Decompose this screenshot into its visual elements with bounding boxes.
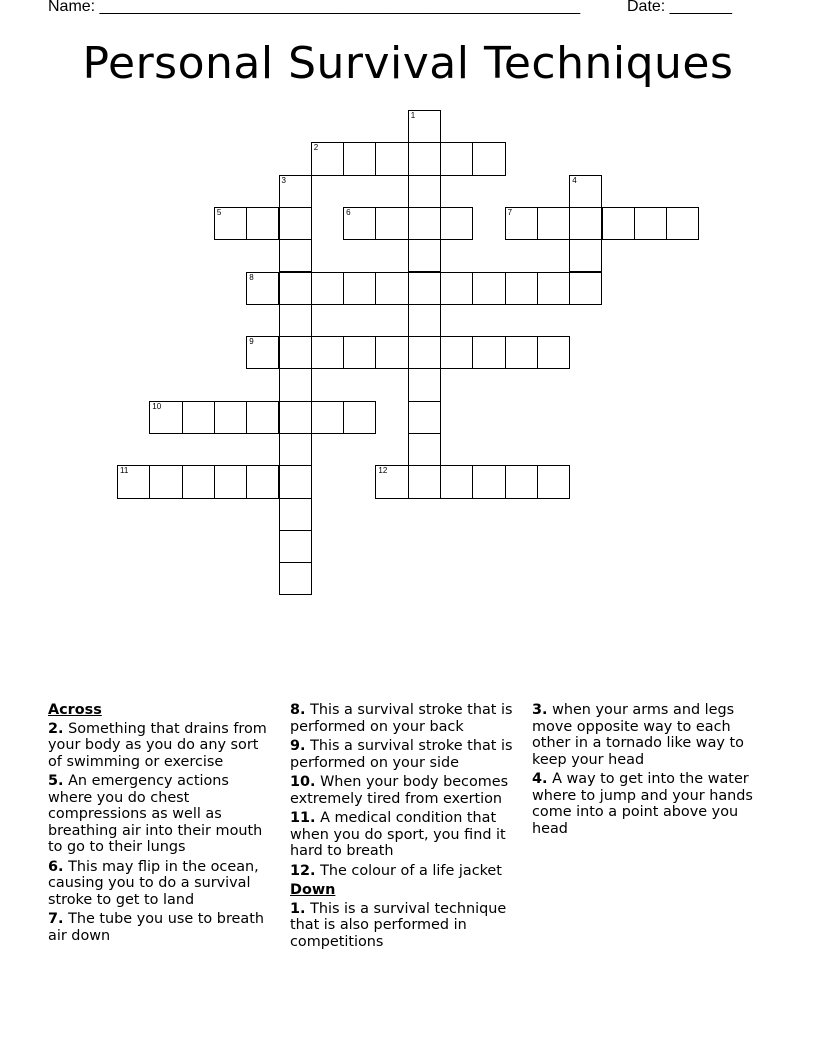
cell-number: 8 — [249, 272, 254, 282]
crossword-cell-1[interactable] — [408, 110, 441, 143]
crossword-cell[interactable] — [537, 465, 570, 498]
crossword-cell[interactable] — [182, 401, 215, 434]
clue-across-9 — [290, 738, 522, 771]
crossword-cell[interactable] — [246, 465, 279, 498]
cell-number: 10 — [152, 401, 162, 411]
crossword-cell[interactable] — [408, 272, 441, 305]
clue-across-8 — [290, 702, 522, 735]
clue-across-7 — [48, 911, 274, 944]
crossword-cell[interactable] — [408, 465, 441, 498]
clue-down-1 — [290, 901, 522, 951]
crossword-cell[interactable] — [279, 530, 312, 563]
clue-number: 5. — [48, 773, 64, 789]
crossword-cell[interactable] — [505, 336, 538, 369]
clue-text: The colour of a life jacket — [320, 862, 502, 879]
clue-text: An emergency actions where you do chest compressions as well as breathing air into their mouth to go to their lungs — [48, 773, 263, 855]
crossword-cell[interactable] — [311, 272, 344, 305]
crossword-cell[interactable] — [408, 336, 441, 369]
crossword-cell[interactable] — [375, 272, 408, 305]
clue-text: The tube you use to breath air down — [48, 911, 264, 944]
clue-text: Something that drains from your body as you do any sort of swimming or exercise — [48, 720, 267, 770]
clue-number: 12. — [290, 862, 316, 879]
clue-down-4 — [532, 771, 770, 837]
crossword-cell[interactable] — [569, 272, 602, 305]
crossword-cell[interactable] — [569, 239, 602, 272]
crossword-cell[interactable] — [279, 562, 312, 595]
crossword-cell[interactable] — [408, 433, 441, 466]
clues-column-1 — [48, 702, 274, 947]
clue-text: This a survival stroke that is performed on your back — [290, 702, 513, 735]
crossword-cell[interactable] — [279, 239, 312, 272]
clue-across-11 — [290, 810, 522, 860]
crossword-cell[interactable] — [375, 336, 408, 369]
cell-number: 5 — [216, 207, 222, 217]
crossword-cell[interactable] — [214, 465, 247, 498]
crossword-cell[interactable] — [311, 336, 344, 369]
crossword-cell[interactable] — [343, 142, 376, 175]
crossword-cell[interactable] — [279, 433, 312, 466]
cell-number: 7 — [507, 207, 513, 217]
clue-down-3 — [532, 702, 770, 768]
crossword-cell-11[interactable] — [117, 465, 150, 498]
crossword-cell-8[interactable] — [246, 272, 279, 305]
crossword-cell[interactable] — [279, 304, 312, 337]
crossword-cell[interactable] — [279, 465, 312, 498]
clue-across-10 — [290, 774, 522, 807]
crossword-cell[interactable] — [472, 272, 505, 305]
crossword-cell[interactable] — [343, 401, 376, 434]
crossword-cell[interactable] — [537, 207, 570, 240]
crossword-cell[interactable] — [408, 207, 441, 240]
clue-text: This may flip in the ocean, causing you to do a survival stroke to get to land — [48, 858, 259, 908]
crossword-cell[interactable] — [472, 336, 505, 369]
crossword-cell[interactable] — [440, 272, 473, 305]
crossword-cell[interactable] — [408, 175, 441, 208]
down-heading: Down — [290, 882, 336, 898]
crossword-cell[interactable] — [408, 239, 441, 272]
crossword-cell-9[interactable] — [246, 336, 279, 369]
clue-across-5 — [48, 773, 274, 856]
crossword-cell[interactable] — [279, 336, 312, 369]
crossword-cell-6[interactable] — [343, 207, 376, 240]
cell-number: 3 — [281, 175, 286, 185]
clue-number: 6. — [48, 858, 64, 875]
crossword-cell[interactable] — [279, 368, 312, 401]
clues-column-3 — [532, 702, 770, 840]
clue-text: This a survival stroke that is performed on your side — [290, 738, 513, 771]
clue-number: 10. — [290, 774, 316, 790]
crossword-cell[interactable] — [602, 207, 635, 240]
crossword-cell[interactable] — [279, 272, 312, 305]
cell-number: 6 — [346, 207, 351, 217]
crossword-cell[interactable] — [246, 207, 279, 240]
clue-text: This is a survival technique that is also performed in competitions — [290, 900, 507, 950]
clue-number: 2. — [48, 720, 64, 737]
crossword-cell[interactable] — [472, 465, 505, 498]
crossword-cell[interactable] — [440, 207, 473, 240]
crossword-cell[interactable] — [666, 207, 699, 240]
cell-number: 12 — [378, 466, 388, 476]
crossword-cell[interactable] — [343, 336, 376, 369]
clue-number: 3. — [532, 702, 548, 718]
crossword-cell[interactable] — [569, 207, 602, 240]
clue-number: 11. — [290, 810, 316, 826]
clue-number: 1. — [290, 900, 306, 917]
clue-number: 8. — [290, 702, 306, 718]
clue-text: A way to get into the water where to jump and your hands come into a point above you head — [532, 771, 753, 837]
clues-column-2 — [290, 702, 522, 953]
clue-across-6 — [48, 859, 274, 909]
clue-text: A medical condition that when you do sport, you find it hard to breath — [290, 810, 506, 859]
crossword-cell[interactable] — [408, 142, 441, 175]
crossword-cell[interactable] — [537, 272, 570, 305]
crossword-cell-12[interactable] — [375, 465, 408, 498]
date-field-label: Date: _______ — [627, 0, 732, 15]
crossword-cell[interactable] — [537, 336, 570, 369]
crossword-cell[interactable] — [246, 401, 279, 434]
crossword-cell[interactable] — [343, 272, 376, 305]
crossword-cell[interactable] — [279, 207, 312, 240]
cell-number: 2 — [313, 143, 319, 153]
clue-across-2 — [48, 721, 274, 771]
crossword-cell-2[interactable] — [311, 142, 344, 175]
cell-number: 4 — [572, 175, 577, 185]
clue-text: When your body becomes extremely tired from exertion — [290, 774, 509, 807]
clue-across-12 — [290, 863, 522, 880]
crossword-cell[interactable] — [472, 142, 505, 175]
crossword-cell[interactable] — [149, 465, 182, 498]
crossword-cell[interactable] — [505, 465, 538, 498]
crossword-cell-3[interactable] — [279, 175, 312, 208]
crossword-cell[interactable] — [375, 142, 408, 175]
cell-number: 9 — [249, 337, 254, 347]
across-heading: Across — [48, 702, 102, 718]
clue-number: 9. — [290, 738, 306, 754]
cell-number: 1 — [410, 111, 416, 120]
crossword-cell[interactable] — [634, 207, 667, 240]
crossword-cell[interactable] — [440, 336, 473, 369]
crossword-cell-5[interactable] — [214, 207, 247, 240]
crossword-cell-10[interactable] — [149, 401, 182, 434]
crossword-cell[interactable] — [375, 207, 408, 240]
crossword-cell[interactable] — [408, 368, 441, 401]
crossword-cell[interactable] — [279, 498, 312, 531]
crossword-cell[interactable] — [214, 401, 247, 434]
crossword-cell[interactable] — [505, 272, 538, 305]
clue-text: when your arms and legs move opposite way to each other in a tornado like way to keep your head — [532, 702, 744, 768]
crossword-cell[interactable] — [440, 465, 473, 498]
crossword-cell[interactable] — [311, 401, 344, 434]
clue-number: 4. — [532, 771, 548, 787]
page-title: Personal Survival Techniques — [82, 38, 734, 89]
crossword-cell-7[interactable] — [505, 207, 538, 240]
crossword-cell[interactable] — [279, 401, 312, 434]
crossword-cell[interactable] — [408, 401, 441, 434]
crossword-cell-4[interactable] — [569, 175, 602, 208]
cell-number: 11 — [120, 466, 129, 476]
clue-number: 7. — [48, 911, 64, 927]
name-field-label: Name: ______________________________________________________ — [48, 0, 581, 15]
crossword-cell[interactable] — [440, 142, 473, 175]
crossword-cell[interactable] — [182, 465, 215, 498]
crossword-cell[interactable] — [408, 304, 441, 337]
